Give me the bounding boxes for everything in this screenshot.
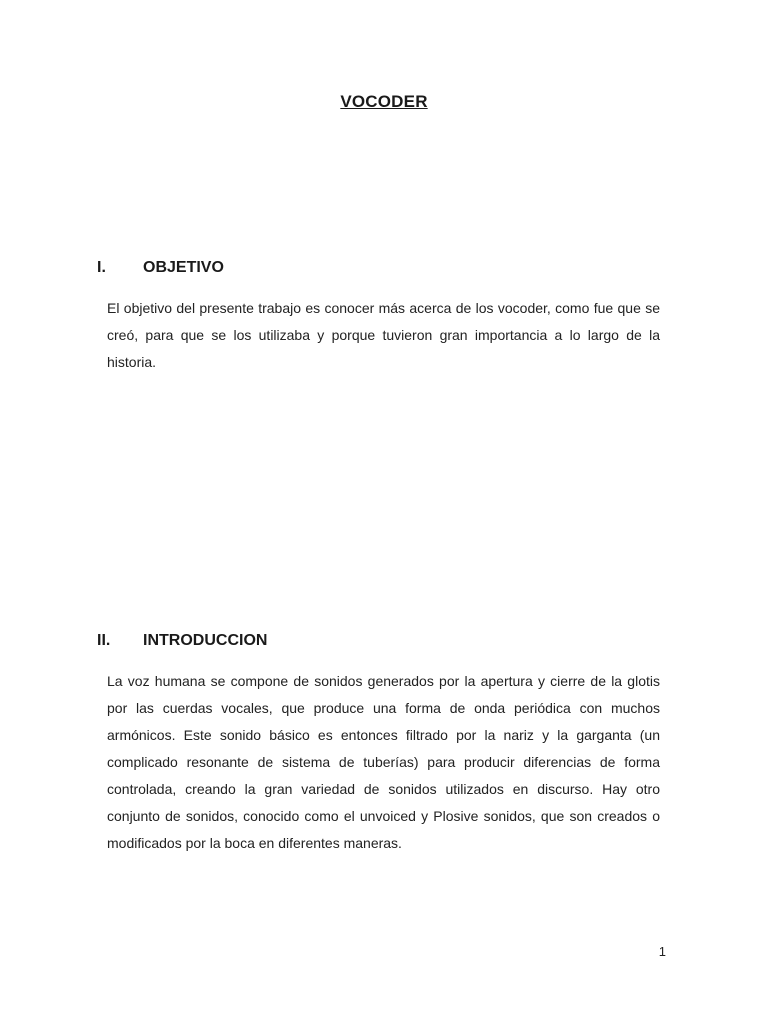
section-body-introduccion: La voz humana se compone de sonidos generados por la apertura y cierre de la glotis por las cuerdas vocales, que produce una forma de onda periódica con muchos armónicos. Este sonido básico es entonces filtrado por la nariz y la garganta (un complicado resonante de sistema de tuberías) para producir diferencias de forma controlada, creando la gran variedad de sonidos utilizados en discurso. Hay otro conjunto de sonidos, conocido como el unvoiced y Plosive sonidos, que son creados o modificados por la boca en diferentes maneras. xyxy=(107,673,660,851)
section-title: OBJETIVO xyxy=(143,259,224,276)
document-title: VOCODER xyxy=(340,92,428,111)
page-number: 1 xyxy=(658,944,666,959)
section-heading-objetivo xyxy=(97,259,224,277)
section-heading-introduccion xyxy=(97,632,267,650)
section-body-objetivo: El objetivo del presente trabajo es conocer más acerca de los vocoder, como fue que se creó, para que se los utilizaba y porque tuvieron gran importancia a lo largo de la historia. xyxy=(107,300,660,370)
section-title: INTRODUCCION xyxy=(143,632,268,649)
section-number: II. xyxy=(97,632,111,649)
section-number: I. xyxy=(97,259,106,276)
